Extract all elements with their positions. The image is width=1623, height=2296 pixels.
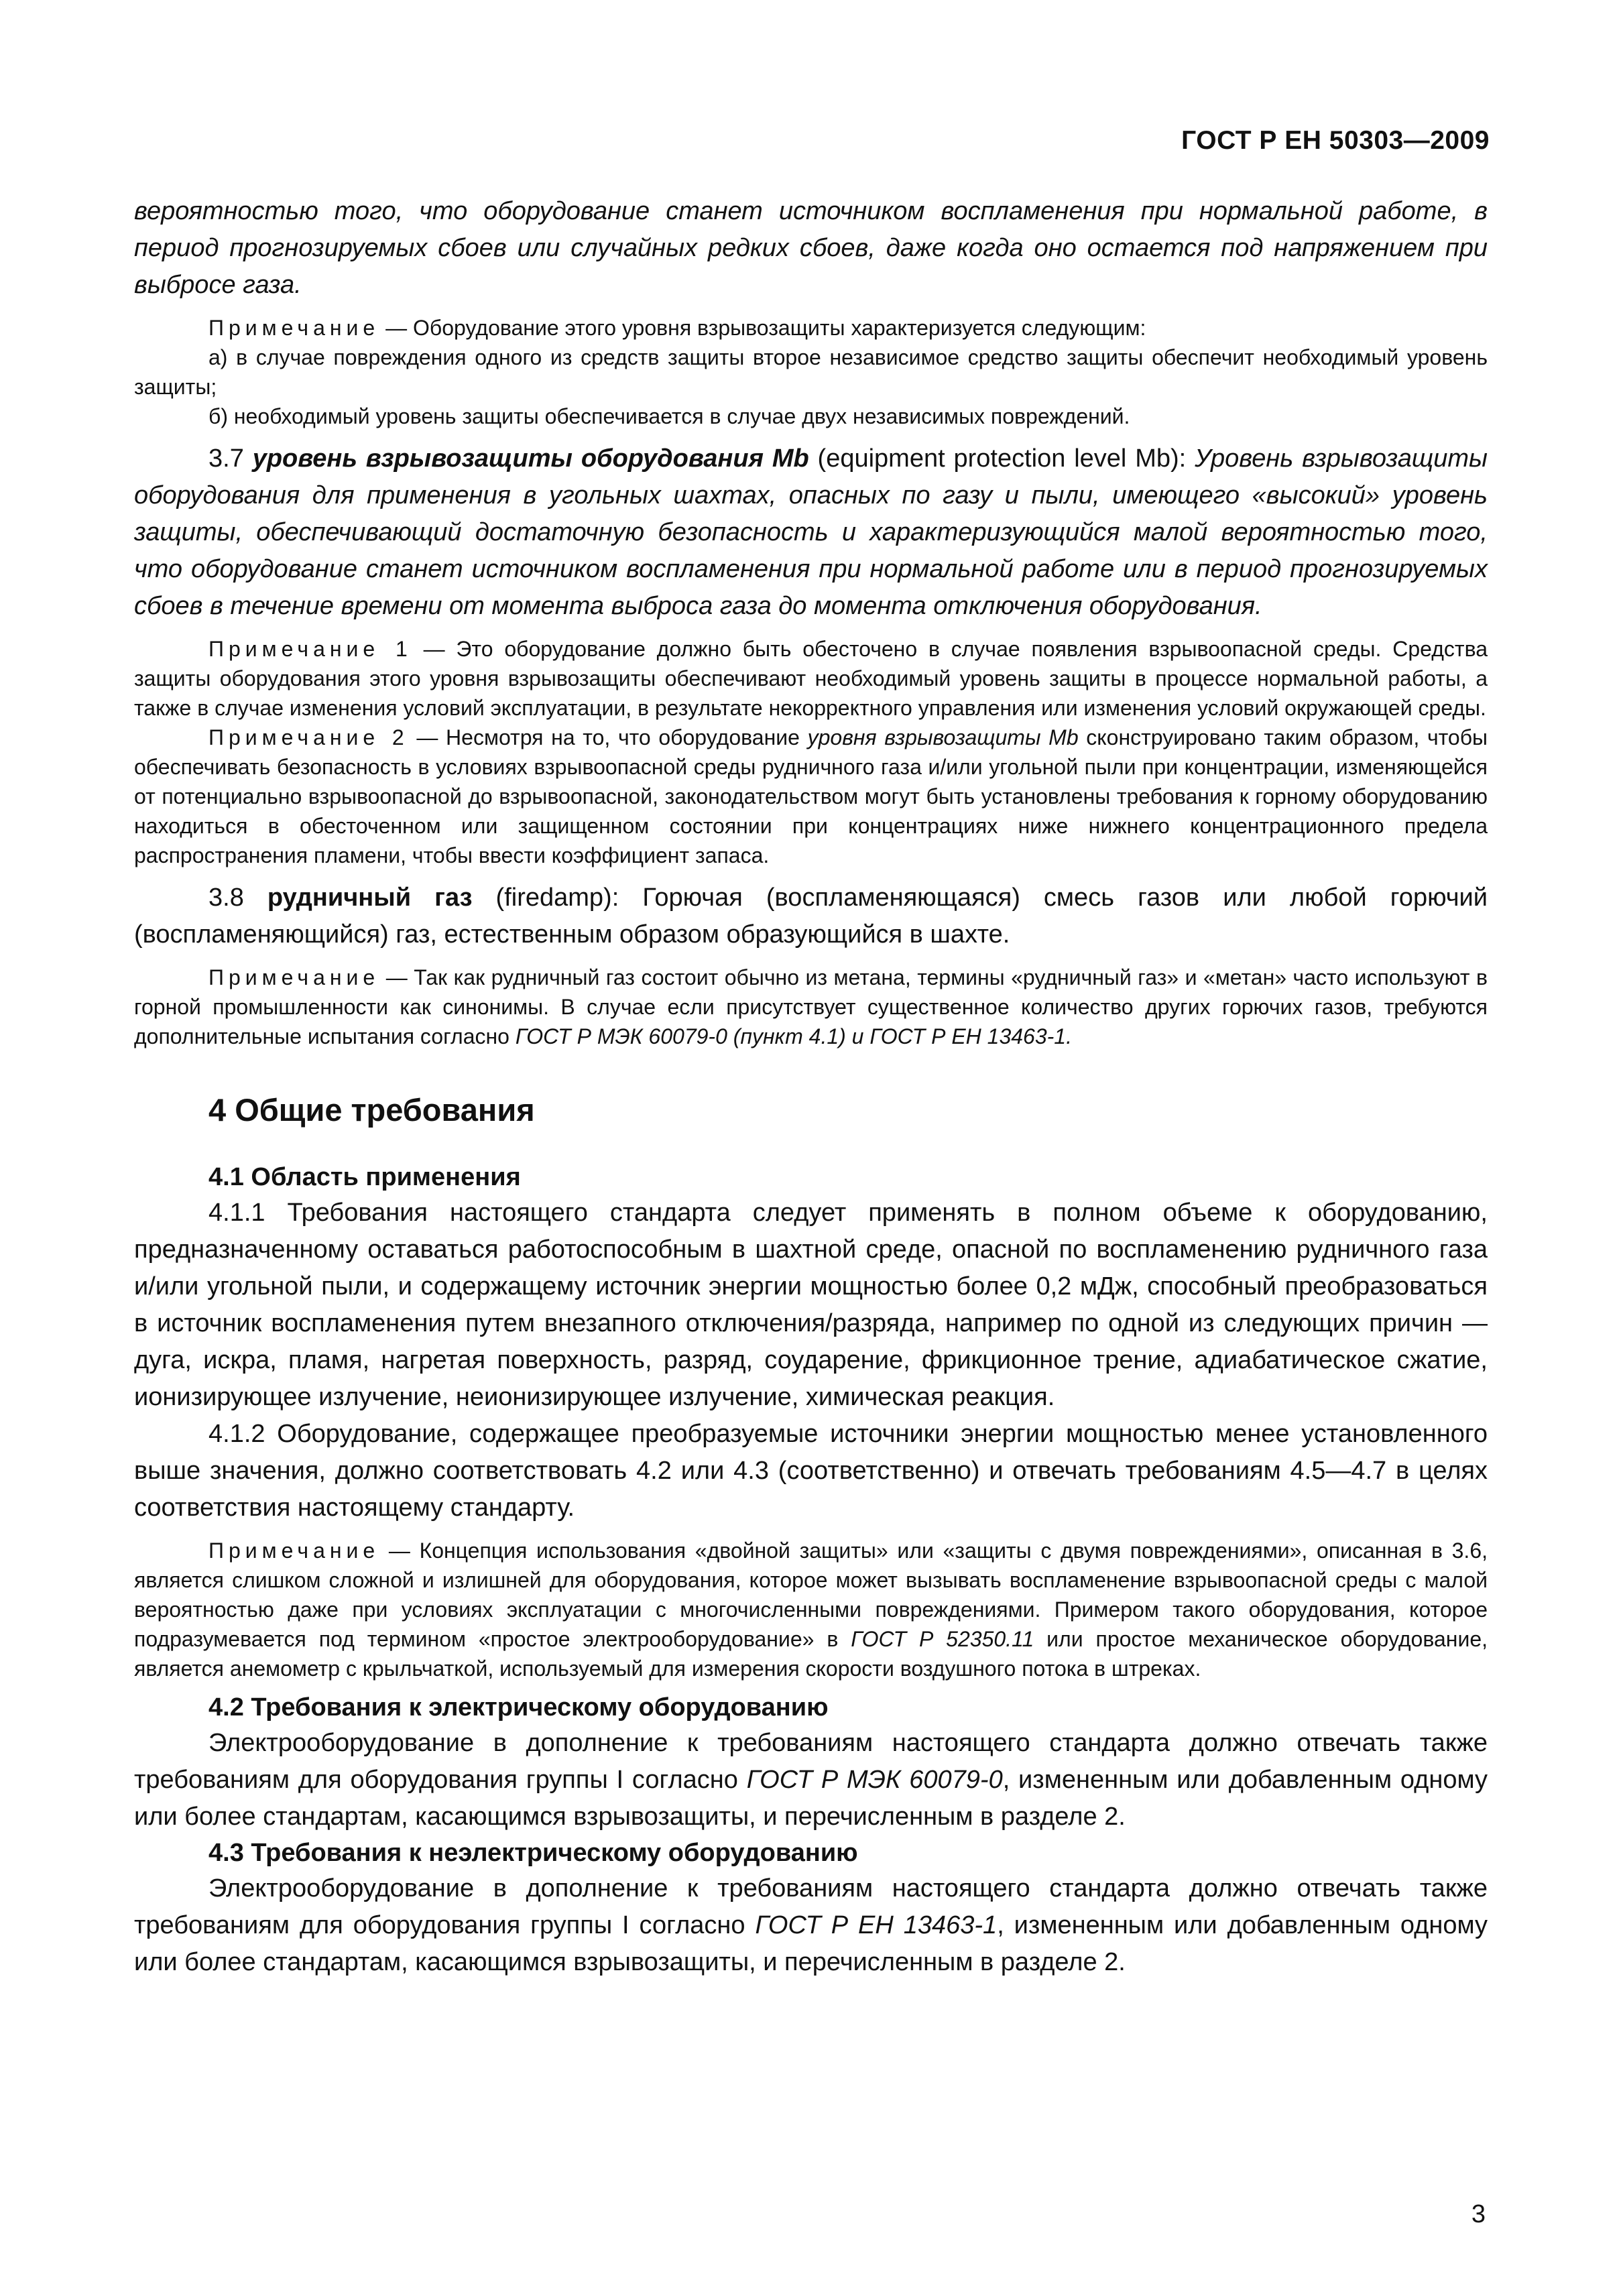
section-4-heading: 4 Общие требования <box>208 1092 535 1128</box>
term-3-7 <box>134 440 1488 625</box>
note-3-6-item-a: а) в случае повреждения одного из средств защиты второе независимое средство защиты обеспечит необходимый уровень защиты; <box>134 345 1488 399</box>
note-italic-ref: ГОСТ Р 52350.11 <box>851 1627 1034 1651</box>
paragraph-continuation: вероятностью того, что оборудование станет источником воспламенения при нормальной работе, в период прогнозируемых сбоев или случайных редких сбоев, даже когда оно остается под напряжением при выбросе газа. <box>134 197 1488 299</box>
note-label: Примечание <box>208 316 380 340</box>
paragraph-text: Электрооборудование в дополнение к требованиям настоящего стандарта должно отвечать также требованиям для оборудования группы I согласно <box>134 1874 1488 1939</box>
note-label: Примечание 2 <box>208 725 409 749</box>
term-number: 3.7 <box>208 444 253 473</box>
paragraph-text: , измененным или добавленным одному или более стандартам, касающимся взрывозащиты, и перечисленным в разделе 2. <box>134 1911 1488 1976</box>
note-3-6 <box>134 313 1488 343</box>
term-name: рудничный газ <box>267 884 473 912</box>
note-text: или простое механическое оборудование, является анемометр с крыльчаткой, используемый для измерения скорости воздушного потока в штреках. <box>134 1627 1488 1681</box>
term-english: (equipment protection level Mb): <box>808 444 1187 473</box>
term-definition: (firedamp): Горючая (воспламеняющаяся) смесь газов или любой горючий (воспламеняющийся) газ, естественным образом образующийся в шахте. <box>134 884 1488 949</box>
note-text: — Это оборудование должно быть обесточено в случае появления взрывоопасной среды. Средства защиты оборудования этого уровня взрывозащиты обеспечивают необходимый уровень защиты в процессе нормальной работы, а также в случае изменения условий эксплуатации, в результате некорректного управления или изменения условий окружающей среды. <box>134 637 1488 720</box>
paragraph-4-3 <box>134 1870 1488 1981</box>
paragraph-text: Электрооборудование в дополнение к требованиям настоящего стандарта должно отвечать также требованиям для оборудования группы I согласно <box>134 1729 1488 1794</box>
paragraph-4-2 <box>134 1725 1488 1835</box>
paragraph-4-1-2: 4.1.2 Оборудование, содержащее преобразуемые источники энергии мощностью менее установленного выше значения, должно соответствовать 4.2 или 4.3 (соответственно) и отвечать требованиям 4.5—4.7 в целях соответствия настоящему стандарту. <box>134 1420 1488 1522</box>
note-text: сконструировано таким образом, чтобы обеспечивать безопасность в условиях взрывоопасной среды рудничного газа и/или угольной пыли при концентрации, изменяющейся от потенциально взрывоопасной до взрывоопасной, законодательством могут быть установлены требования к горному оборудованию находиться в обесточенном или защищенном состоянии при концентрациях ниже нижнего концентрационного предела распространения пламени, чтобы ввести коэффициент запаса. <box>134 725 1488 867</box>
note-text: — Несмотря на то, что оборудование <box>408 725 808 749</box>
document-id-header: ГОСТ Р ЕН 50303—2009 <box>1181 126 1490 155</box>
term-3-8 <box>134 880 1488 953</box>
note-label: Примечание <box>208 965 380 989</box>
page-number: 3 <box>1471 2200 1486 2228</box>
note-italic-ref: уровня взрывозащиты Mb <box>807 725 1079 749</box>
note-1-3-7 <box>134 634 1488 723</box>
term-name: уровень взрывозащиты оборудования Mb <box>252 444 809 473</box>
note-2-3-7 <box>134 723 1488 870</box>
italic-ref: ГОСТ Р МЭК 60079-0 <box>746 1766 1003 1794</box>
note-text: — Оборудование этого уровня взрывозащиты характеризуется следующим: <box>379 316 1146 340</box>
paragraph-4-1-1: 4.1.1 Требования настоящего стандарта следует применять в полном объеме к оборудованию, предназначенному оставаться работоспособным в шахтной среде, опасной по воспламенению рудничного газа и/или угольной пыли, и содержащему источник энергии мощностью более 0,2 мДж, способный преобразоваться в источник воспламенения путем внезапного отключения/разряда, например по одной из следующих причин — дуга, искра, пламя, нагретая поверхность, разряд, соударение, фрикционное трение, адиабатическое сжатие, ионизирующее излучение, неионизирующее излучение, химическая реакция. <box>134 1199 1488 1411</box>
term-definition: Уровень взрывозащиты оборудования для применения в угольных шахтах, опасных по газу и пыли, имеющего «высокий» уровень защиты, обеспечивающий достаточную безопасность и характеризующийся малой вероятностью того, что оборудование станет источником воспламенения при нормальной работе или в период прогнозируемых сбоев в течение времени от момента выброса газа до момента отключения оборудования. <box>134 444 1488 620</box>
note-4-1 <box>134 1536 1488 1683</box>
subsection-4-2-heading: 4.2 Требования к электрическому оборудованию <box>208 1693 829 1721</box>
note-text: — Концепция использования «двойной защиты» или «защиты с двумя повреждениями», описанная в 3.6, является слишком сложной и излишней для оборудования, которое может вызывать воспламенение взрывоопасной среды с малой вероятностью даже при условиях эксплуатации с многочисленными повреждениями. Примером такого оборудования, которое подразумевается под термином «простое электрооборудование» в <box>134 1538 1488 1651</box>
note-italic-ref: ГОСТ Р МЭК 60079-0 (пункт 4.1) и ГОСТ Р ЕН 13463-1. <box>515 1024 1072 1048</box>
subsection-4-3-heading: 4.3 Требования к неэлектрическому оборудованию <box>208 1839 858 1867</box>
paragraph-text: , измененным или добавленным одному или более стандартам, касающимся взрывозащиты, и перечисленным в разделе 2. <box>134 1766 1488 1831</box>
subsection-4-1-heading: 4.1 Область применения <box>208 1163 521 1191</box>
note-text: — Так как рудничный газ состоит обычно из метана, термины «рудничный газ» и «метан» часто используют в горной промышленности как синонимы. В случае если присутствует существенное количество других горючих газов, требуются дополнительные испытания согласно <box>134 965 1488 1048</box>
note-3-8 <box>134 963 1488 1051</box>
italic-ref: ГОСТ Р ЕН 13463-1 <box>755 1911 998 1939</box>
note-label: Примечание <box>208 1538 380 1563</box>
note-label: Примечание 1 <box>208 637 412 661</box>
note-3-6-item-b: б) необходимый уровень защиты обеспечивается в случае двух независимых повреждений. <box>208 404 1130 428</box>
term-number: 3.8 <box>208 884 267 912</box>
page-content <box>134 193 1488 1981</box>
